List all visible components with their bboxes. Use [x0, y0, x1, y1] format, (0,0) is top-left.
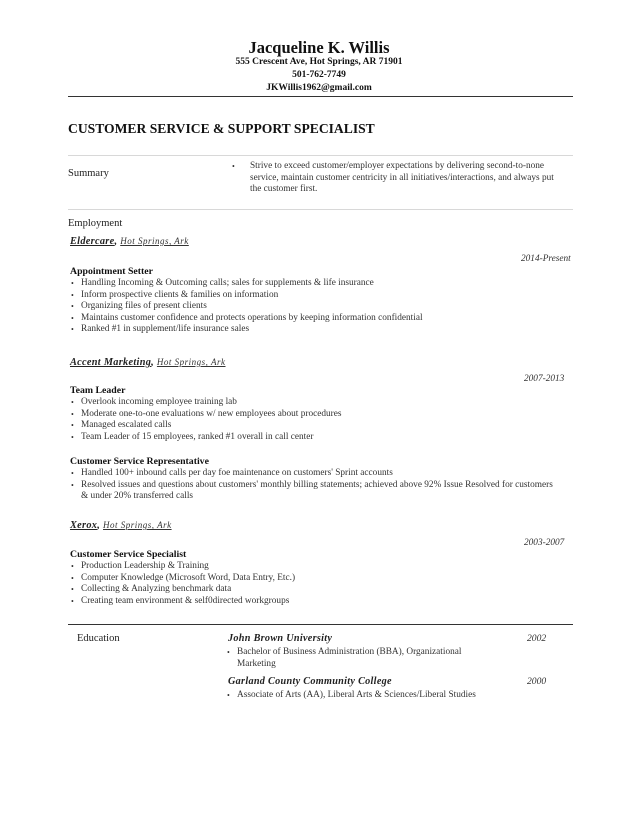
role-title: Team Leader	[70, 385, 126, 396]
role-bullets	[70, 278, 570, 336]
role-bullets	[70, 468, 560, 503]
list-item: • Bachelor of Business Administration (BBA), Organizational Marketing	[226, 647, 496, 670]
list-item: • Handled 100+ inbound calls per day foe maintenance on customers' Sprint accounts	[70, 468, 560, 480]
role-title: Appointment Setter	[70, 266, 153, 277]
employer-location: Hot Springs, Ark	[156, 357, 226, 367]
summary-bottom-divider	[68, 209, 573, 210]
employer-eldercare: Eldercare, Hot Springs, Ark	[70, 236, 189, 247]
list-item: • Computer Knowledge (Microsoft Word, Data Entry, Etc.)	[70, 573, 570, 585]
role-title: Customer Service Representative	[70, 456, 209, 467]
employment-dates: 2007-2013	[524, 374, 565, 384]
candidate-name: Jacqueline K. Willis	[248, 38, 390, 57]
school-name: Garland County Community College	[228, 676, 392, 687]
employer-name: Xerox	[70, 520, 98, 531]
employer-name: Accent Marketing	[70, 357, 152, 368]
employment-dates: 2003-2007	[524, 538, 565, 548]
school-year: 2000	[527, 676, 547, 687]
employer-location: Hot Springs, Ark	[103, 520, 172, 530]
list-item: • Inform prospective clients & families on information	[70, 290, 570, 302]
list-item: • Overlook incoming employee training lab	[70, 397, 570, 409]
employer-name: Eldercare	[70, 236, 115, 247]
list-item: • Maintains customer confidence and protects operations by keeping information confidential	[70, 313, 570, 325]
list-item: • Managed escalated calls	[70, 420, 570, 432]
role-title: Customer Service Specialist	[70, 549, 187, 560]
list-item: • Collecting & Analyzing benchmark data	[70, 584, 570, 596]
list-item: • Associate of Arts (AA), Liberal Arts & Sciences/Liberal Studies	[226, 690, 526, 702]
employer-accent-marketing: Accent Marketing, Hot Springs, Ark	[70, 357, 226, 368]
summary-item: • Strive to exceed customer/employer expectations by delivering second-to-none service, maintain customer centricity in all initiatives/interactions, and always put the customer first.	[231, 161, 561, 196]
list-item: • Creating team environment & self0directed workgroups	[70, 596, 570, 608]
degree-list	[226, 647, 496, 670]
school-year: 2002	[527, 633, 547, 644]
degree-list	[226, 690, 526, 702]
list-item: • Production Leadership & Training	[70, 561, 570, 573]
role-bullets	[70, 561, 570, 607]
employment-label: Employment	[68, 218, 123, 229]
education-divider	[68, 624, 573, 625]
school-name: John Brown University	[228, 633, 333, 644]
list-item: • Moderate one-to-one evaluations w/ new employees about procedures	[70, 409, 570, 421]
list-item: • Resolved issues and questions about customers' monthly billing statements; achieved above 92% Issue Resolved for customers & under 20% transferred calls	[70, 480, 560, 503]
objective-title: CUSTOMER SERVICE & SUPPORT SPECIALIST	[68, 121, 375, 136]
list-item: • Team Leader of 15 employees, ranked #1 overall in call center	[70, 432, 570, 444]
header-divider	[68, 96, 573, 97]
list-item: • Ranked #1 in supplement/life insurance sales	[70, 324, 570, 336]
role-bullets	[70, 397, 570, 443]
employer-xerox: Xerox, Hot Springs, Ark	[70, 520, 172, 531]
education-label: Education	[77, 633, 120, 644]
email: JKWillis1962@gmail.com	[266, 83, 372, 93]
summary-list	[231, 161, 561, 196]
summary-top-divider	[68, 155, 573, 156]
summary-label: Summary	[68, 168, 109, 179]
address: 555 Crescent Ave, Hot Springs, AR 71901	[235, 57, 403, 67]
list-item: • Organizing files of present clients	[70, 301, 570, 313]
employer-location: Hot Springs, Ark	[120, 236, 189, 246]
phone: 501-762-7749	[292, 70, 346, 80]
employment-dates: 2014-Present	[521, 254, 571, 264]
list-item: • Handling Incoming & Outcoming calls; sales for supplements & life insurance	[70, 278, 570, 290]
